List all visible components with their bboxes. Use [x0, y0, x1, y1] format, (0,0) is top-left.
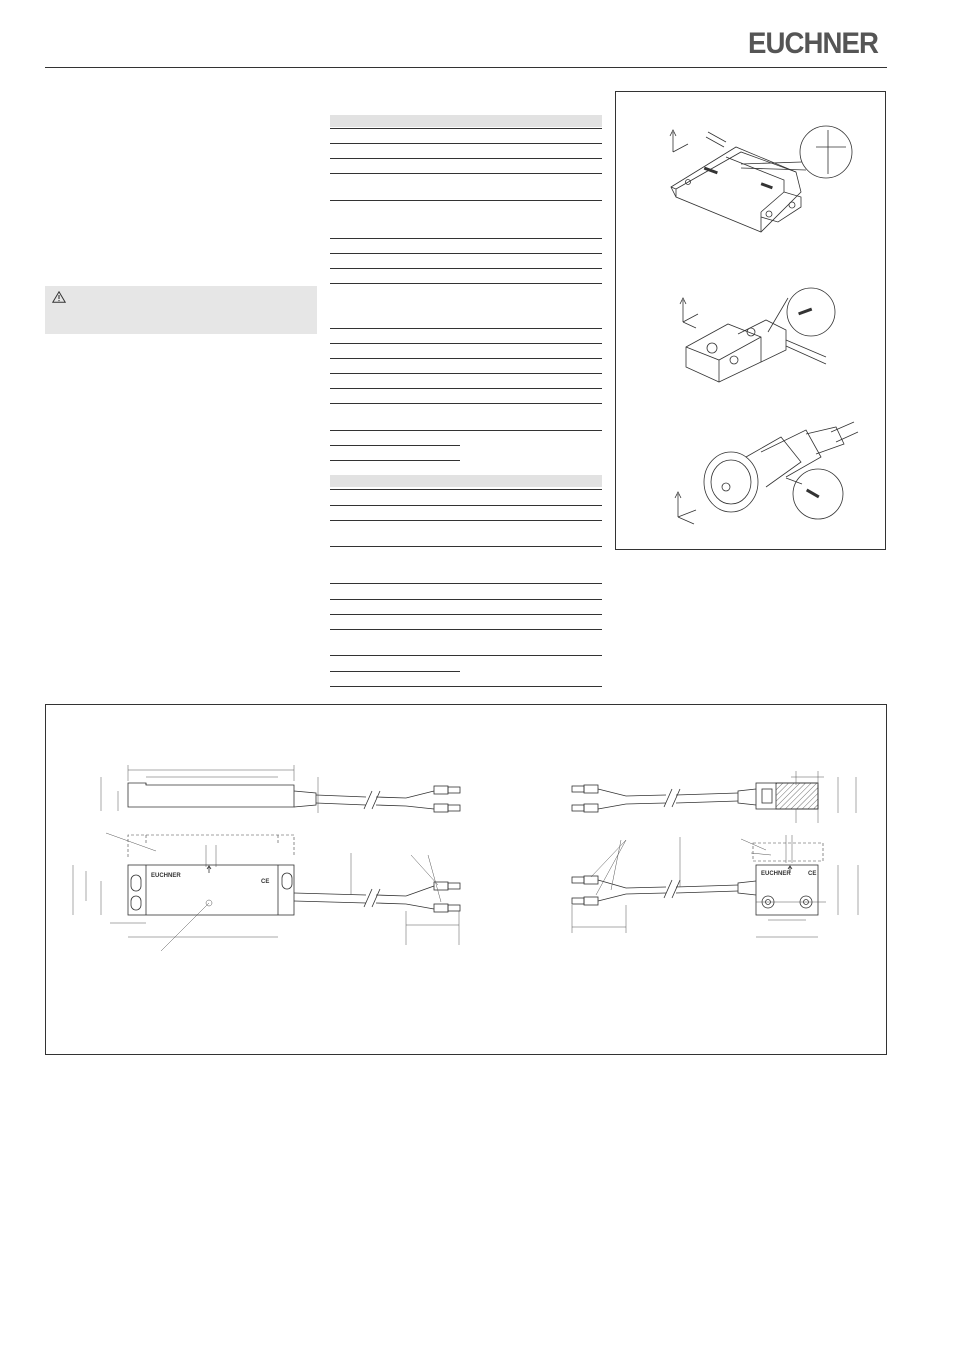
table-rule [330, 388, 602, 389]
technical-data-table [330, 115, 602, 690]
table-rule [330, 489, 602, 490]
table-rule [330, 655, 602, 656]
drawing-cube-top-view [572, 835, 858, 937]
table-rule [330, 343, 602, 344]
drawing-cube-side-view [572, 771, 856, 823]
mounting-illustrations-box [615, 91, 886, 550]
table-rule [330, 546, 602, 547]
table-rule [330, 445, 460, 446]
table-rule [330, 158, 602, 159]
table-rule [330, 373, 602, 374]
table-rule [330, 238, 602, 239]
table-rule [330, 128, 602, 129]
table-rule [330, 614, 602, 615]
illustration-cylinder-switch [675, 422, 858, 524]
table-rule [330, 629, 602, 630]
drawing-rectangular-top-view [73, 833, 460, 951]
table-rule [330, 583, 602, 584]
table-rule [330, 505, 602, 506]
table-rule [330, 173, 602, 174]
illustration-rectangular-switch [670, 126, 852, 232]
table-rule [330, 520, 602, 521]
table-rule [330, 200, 602, 201]
table-rule [330, 143, 602, 144]
header-rule [45, 67, 887, 68]
table-rule [330, 460, 460, 461]
warning-triangle-icon [52, 291, 66, 303]
table-rule [330, 268, 602, 269]
table-header-band [330, 115, 602, 127]
ce-mark: CE [261, 879, 270, 885]
table-rule [330, 358, 602, 359]
illustration-cube-switch [680, 288, 835, 382]
table-rule [330, 686, 602, 687]
table-header-band [330, 475, 602, 487]
table-rule [330, 430, 602, 431]
table-rule [330, 328, 602, 329]
dimension-drawings-box [45, 704, 887, 1055]
table-rule [330, 599, 602, 600]
svg-text:CE: CE [808, 871, 817, 877]
table-rule [330, 253, 602, 254]
euchner-logo: EUCHNER [748, 27, 879, 60]
table-rule [330, 403, 602, 404]
drawing-label-right: EUCHNER [761, 871, 791, 877]
table-rule [330, 671, 460, 672]
drawing-label-left: EUCHNER [151, 873, 181, 879]
table-rule [330, 283, 602, 284]
warning-box [45, 286, 317, 334]
drawing-rectangular-side-view [101, 765, 460, 813]
